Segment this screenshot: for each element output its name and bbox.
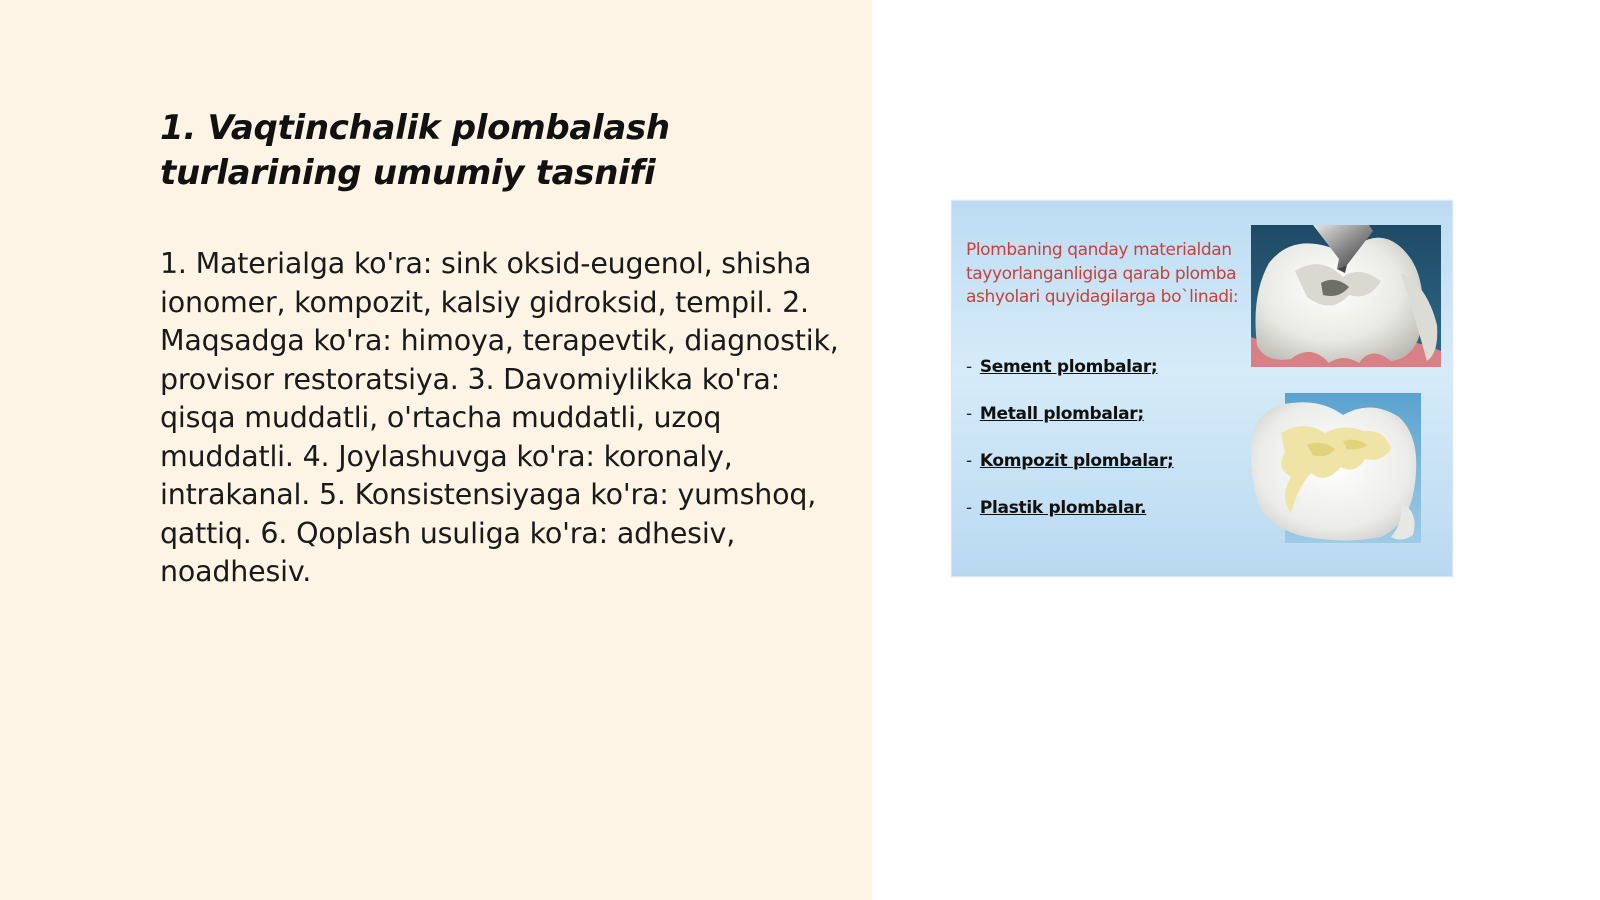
- list-item: [966, 355, 1174, 402]
- list-item-suffix: ;: [1167, 451, 1174, 471]
- list-item-label: Sement plombalar: [979, 357, 1151, 377]
- list-item-label: Plastik plombalar: [979, 498, 1141, 518]
- filling-materials-picture: [951, 200, 1453, 577]
- slide-body-text: 1. Materialga ko'ra: sink oksid-eugenol, shisha ionomer, kompozit, kalsiy gidroksid, tempil. 2. Maqsadga ko'ra: himoya, terapevtik, diagnostik, provisor restoratsiya. 3. Davomiylikka ko'ra: qisqa muddatli, o'rtacha muddatli, uzoq muddatli. 4. Joylashuvga ko'ra: koronaly, intrakanal. 5. Konsistensiyaga ko'ra: yumshoq, qattiq. 6. Qoplash usuliga ko'ra: adhesiv, noadhesiv.: [160, 247, 839, 588]
- list-dash: -: [966, 357, 972, 377]
- list-item-label: Metall plombalar: [979, 404, 1138, 424]
- list-item-suffix: .: [1140, 498, 1147, 518]
- tooth-with-instrument-image: [1251, 225, 1441, 367]
- list-item-label: Kompozit plombalar: [979, 451, 1168, 471]
- picture-heading: Plombaning qanday materialdan tayyorlanganligiga qarab plomba ashyolari quyidagilarga bo`linadi:: [966, 240, 1239, 307]
- list-item-suffix: ;: [1150, 357, 1158, 377]
- list-item-suffix: ;: [1137, 404, 1144, 424]
- slide-title: 1. Vaqtinchalik plombalash turlarining umumiy tasnifi: [160, 108, 670, 193]
- list-dash: -: [966, 404, 972, 424]
- list-item: [966, 496, 1174, 543]
- list-item: [966, 402, 1174, 449]
- list-item: [966, 449, 1174, 496]
- list-dash: -: [966, 451, 972, 471]
- list-dash: -: [966, 498, 972, 518]
- filling-types-list: [966, 355, 1174, 543]
- tooth-with-composite-filling-image: [1251, 393, 1421, 543]
